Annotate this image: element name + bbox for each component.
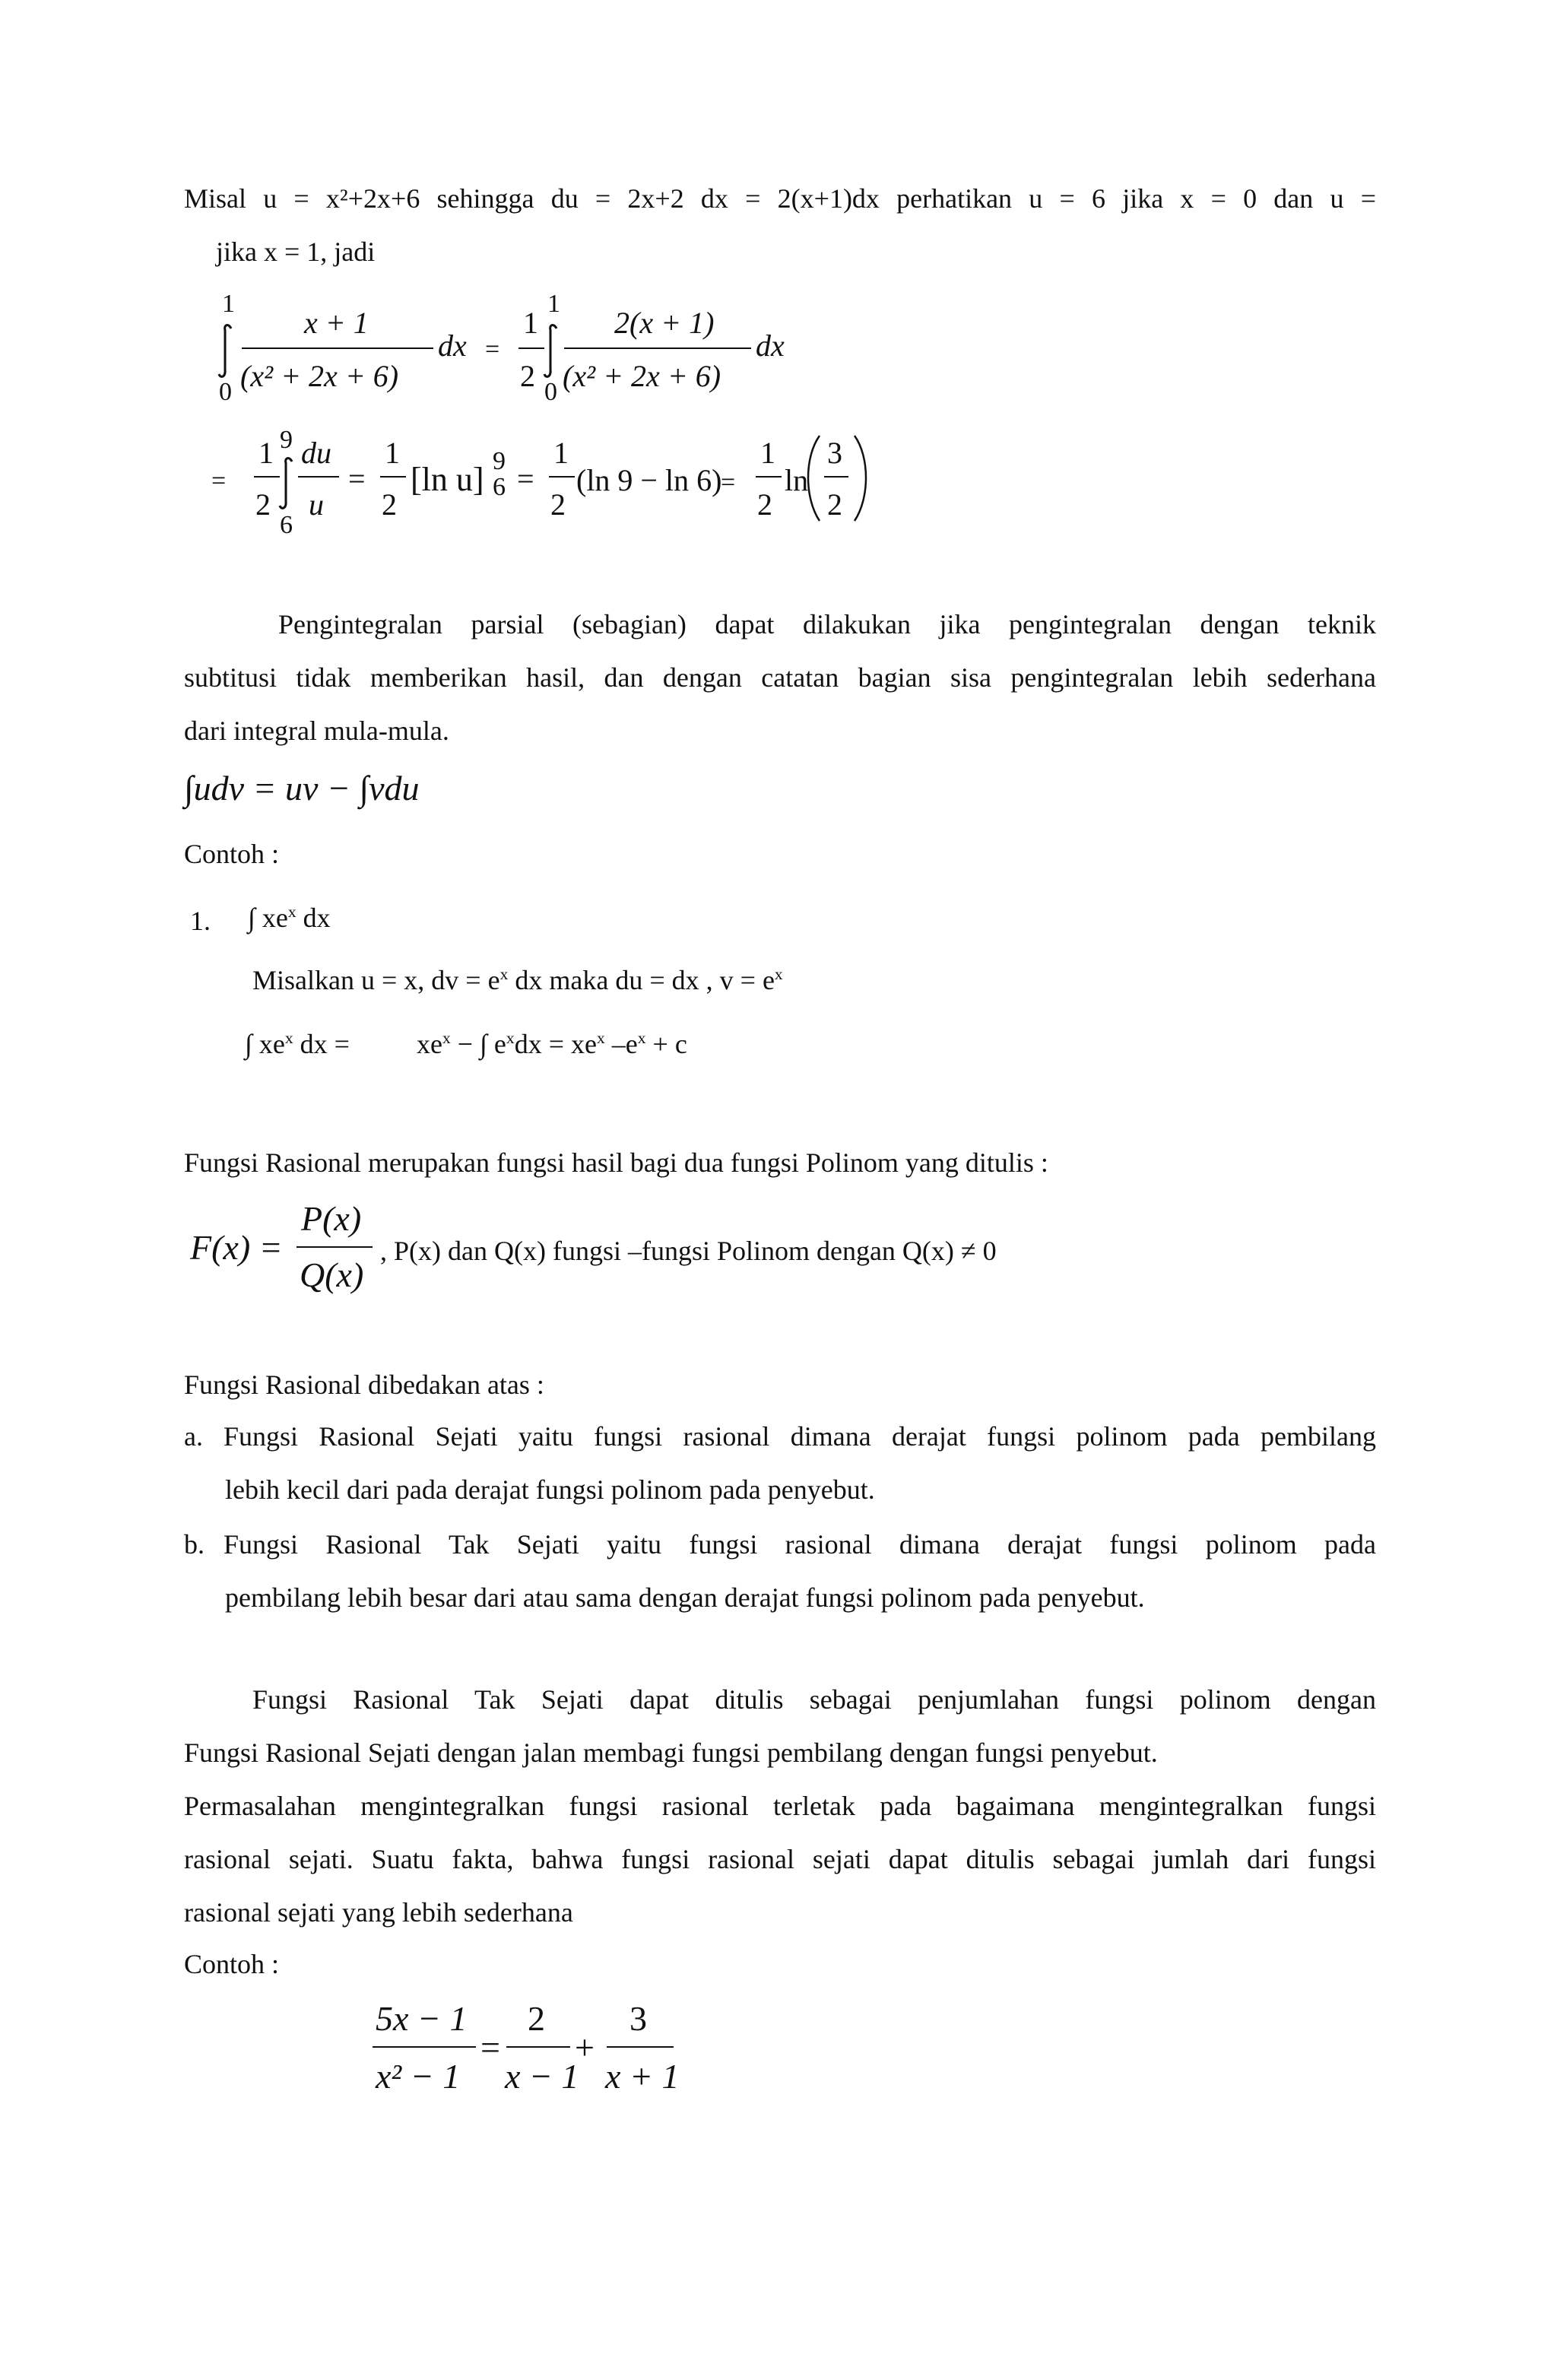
example-result [245,1028,687,1060]
example-integral-dx: dx [303,903,331,933]
paragraph-improper-line3: Permasalahan mengintegralkan fungsi rasional terletak pada bagaimana mengintegralkan fungsi [184,1791,1376,1821]
integral-sign-2 [544,325,557,377]
integration-by-parts-formula: ∫udv = uv − ∫vdu [184,769,420,808]
equation-log-result [205,422,889,536]
formula-lhs: F(x) = [190,1228,283,1267]
bracket-upper-limit: 9 [493,447,506,475]
result-parts-tail-4: + c [645,1029,687,1059]
kind-a-marker: a. [184,1421,203,1452]
lhs-denominator: (x² + 2x + 6) [240,359,399,393]
plus-sign: + [575,2028,595,2067]
two-denominator: 2 [827,487,842,522]
kind-b-marker: b. [184,1529,205,1560]
ln-u-bracket: [ln u] [411,461,484,498]
three-numerator: 3 [827,436,842,470]
paragraph-improper-line1: Fungsi Rasional Tak Sejati dapat ditulis sebagai penjumlahan fungsi polinom dengan [252,1684,1376,1715]
result-parts-tail-3: –e [604,1029,638,1059]
half-numerator: 1 [523,306,538,340]
kinds-intro: Fungsi Rasional dibedakan atas : [184,1369,544,1400]
equals-sign: = [485,335,500,363]
integral-lower-limit: 0 [219,378,232,406]
equals-sign-2: = [517,462,534,496]
substitution-exponent-2: x [774,965,783,983]
half-denominator-3: 2 [550,487,566,522]
paragraph-improper-line2: Fungsi Rasional Sejati dengan jalan membagi fungsi pembilang dengan fungsi penyebut. [184,1737,1158,1768]
example-substitution [252,964,783,996]
half-denominator-2: 2 [382,487,397,522]
result-parts: xe [416,1029,442,1059]
example-integral-exponent: x [287,903,296,921]
example-integral [248,902,331,934]
substitution-text-tail: dx maka du = dx , v = e [508,965,775,995]
result-integral: ∫ xe [245,1029,285,1059]
paragraph-substitution-line2: jika x = 1, jadi [216,236,376,267]
bracket-lower-limit: 6 [493,473,506,501]
result-parts-exponent: x [442,1029,451,1047]
rhs-dx: dx [756,328,785,363]
result-integral-tail: dx = [300,1029,350,1059]
integral-sign [219,325,231,377]
result-parts-exponent-2: x [506,1029,515,1047]
kind-b-line2: pembilang lebih besar dari atau sama dengan derajat fungsi polinom pada penyebut. [225,1582,1145,1613]
integral-upper-limit: 1 [222,290,235,318]
paragraph-partial-line2: subtitusi tidak memberikan hasil, dan dengan catatan bagian sisa pengintegralan lebih sederhana [184,662,1376,693]
second-denominator: x + 1 [605,2057,680,2096]
du-numerator: du [301,436,331,470]
integral-upper-limit-2: 1 [547,290,560,318]
lhs-numerator: 5x − 1 [376,1999,468,2038]
example2-label: Contoh : [184,1949,280,1979]
result-parts-tail: − ∫ e [450,1029,506,1059]
result-parts-tail-2: dx = xe [514,1029,597,1059]
substitution-exponent: x [499,965,509,983]
equals-sign-start: = [211,467,227,495]
lhs-numerator: x + 1 [304,306,369,340]
half-numerator-4: 1 [760,436,775,470]
equals-sign-3: = [721,468,736,497]
rational-function-formula [186,1194,414,1300]
paragraph-improper-line5: rasional sejati yang lebih sederhana [184,1897,573,1928]
half-numerator-3: 1 [553,436,569,470]
rhs-numerator: 2(x + 1) [614,306,715,340]
half-numerator-2: 1 [385,436,400,470]
example-label: Contoh : [184,839,280,869]
kind-b-line1: Fungsi Rasional Tak Sejati yaitu fungsi rasional dimana derajat fungsi polinom pada [224,1529,1376,1560]
paragraph-partial-line3: dari integral mula-mula. [184,716,449,746]
half-denominator: 2 [520,359,535,393]
result-integral-exponent: x [284,1029,293,1047]
lhs-dx: dx [438,328,467,363]
second-numerator: 3 [629,1999,647,2038]
equals-sign: = [348,462,366,496]
left-paren [808,436,820,521]
paragraph-improper-line4: rasional sejati. Suatu fakta, bahwa fungsi rasional sejati dapat ditulis sebagai jumlah dari fungsi [184,1844,1376,1874]
integral-lower-limit: 6 [280,511,293,536]
kind-a-line2: lebih kecil dari pada derajat fungsi polinom pada penyebut. [225,1474,875,1505]
equals-sign: = [480,2028,500,2067]
integral-sign [280,459,292,509]
equation-partial-fractions [365,1992,715,2106]
first-denominator: x − 1 [505,2057,579,2096]
half-denominator: 2 [255,487,271,522]
rational-formula-caption: , P(x) dan Q(x) fungsi –fungsi Polinom dengan Q(x) ≠ 0 [380,1236,997,1266]
ln-difference: (ln 9 − ln 6) [576,463,722,497]
paragraph-partial-line1: Pengintegralan parsial (sebagian) dapat dilakukan jika pengintegralan dengan teknik [278,609,1376,639]
result-parts-exponent-3: x [596,1029,605,1047]
integral-upper-limit: 9 [280,426,293,454]
lhs-denominator: x² − 1 [376,2057,461,2096]
substitution-text: Misalkan u = x, dv = e [252,965,500,995]
ln-label: ln [785,463,809,497]
integral-lower-limit-2: 0 [544,378,557,406]
half-denominator-4: 2 [757,487,772,522]
rational-intro: Fungsi Rasional merupakan fungsi hasil bagi dua fungsi Polinom yang ditulis : [184,1147,1048,1178]
u-denominator: u [309,487,324,522]
result-parts-exponent-4: x [637,1029,646,1047]
paragraph-substitution-line1: Misal u = x²+2x+6 sehingga du = 2x+2 dx = 2(x+1)dx perhatikan u = 6 jika x = 0 dan u = [184,183,1376,214]
example-number: 1. [190,906,211,936]
rhs-denominator: (x² + 2x + 6) [563,359,721,393]
equation-substitution-integral [205,289,889,411]
formula-numerator: P(x) [301,1199,362,1238]
half-numerator: 1 [258,436,274,470]
first-numerator: 2 [528,1999,545,2038]
formula-denominator: Q(x) [300,1255,364,1294]
right-paren [855,436,866,521]
kind-a-line1: Fungsi Rasional Sejati yaitu fungsi rasional dimana derajat fungsi polinom pada pembilang [224,1421,1376,1452]
example-integral-text: ∫ xe [248,903,288,933]
